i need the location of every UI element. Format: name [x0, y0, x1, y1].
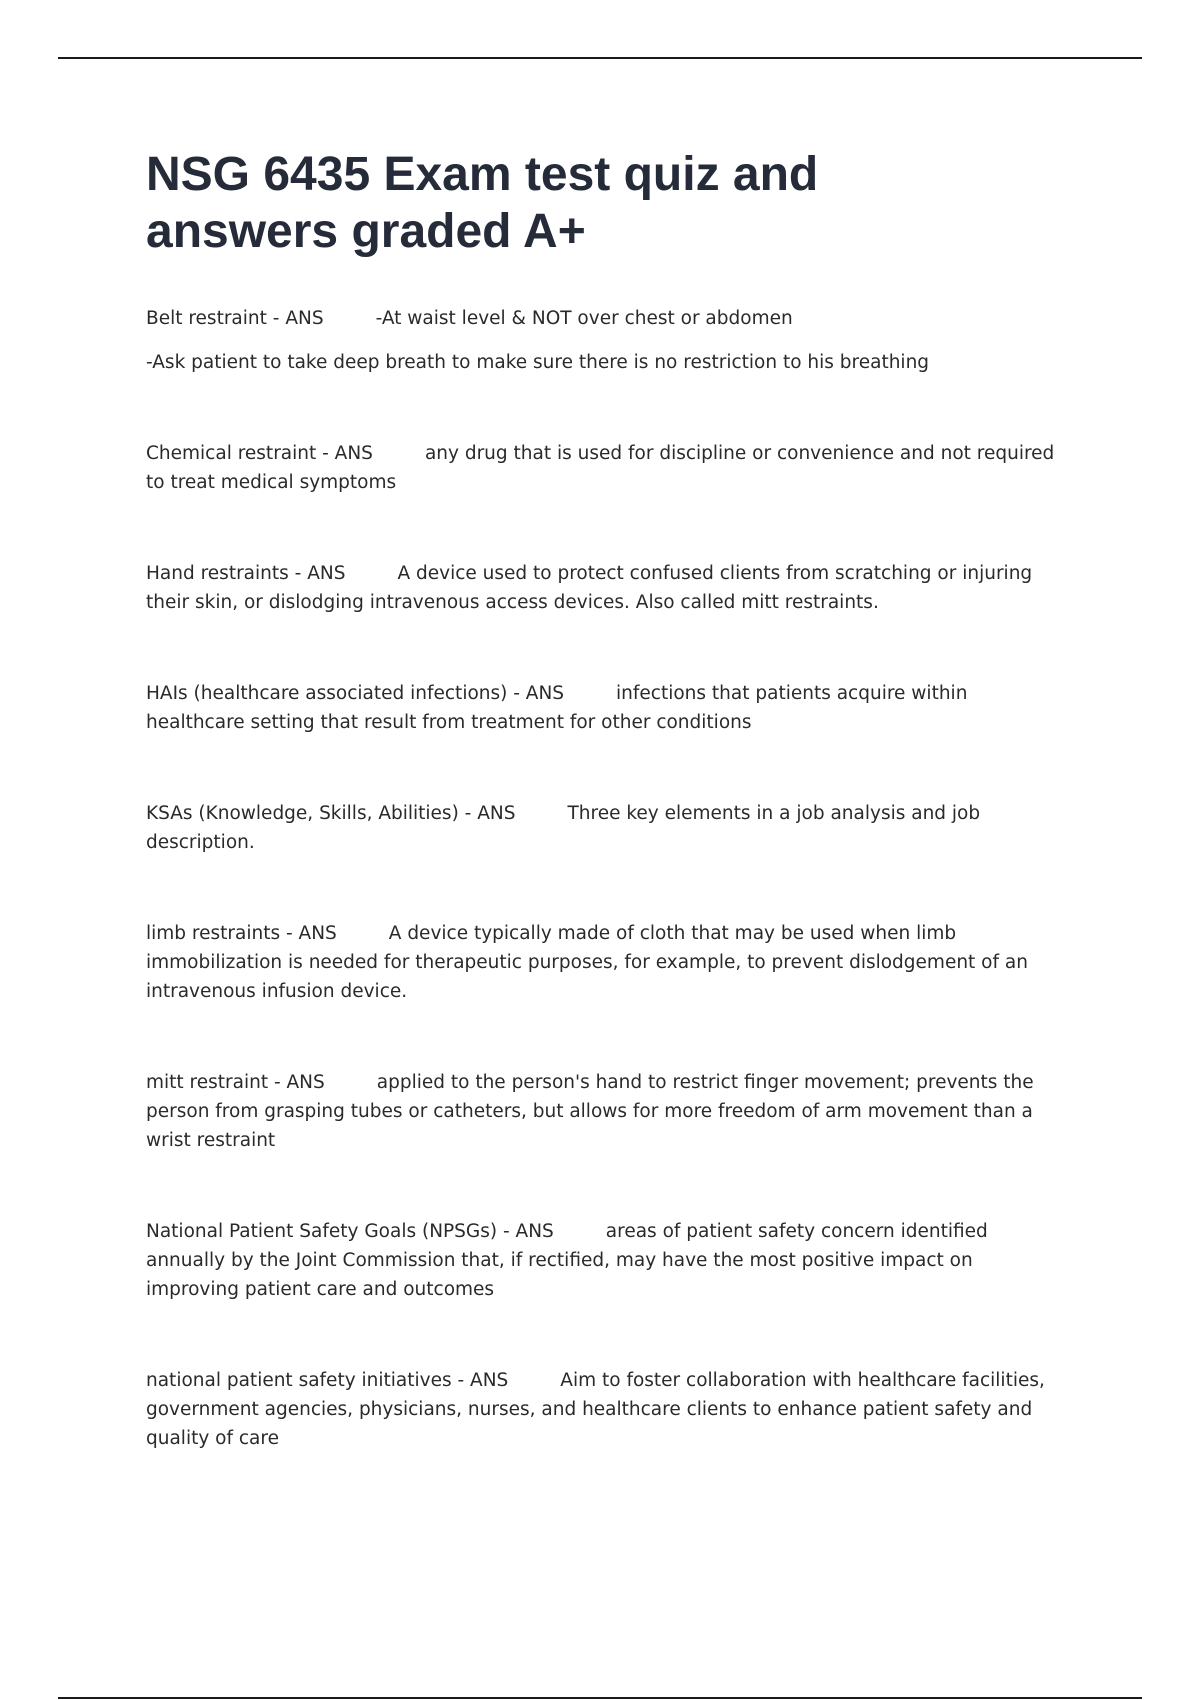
flashcard-entry	[146, 304, 1056, 377]
entry-definition: Three key elements in a job analysis and job description.	[146, 803, 981, 853]
entry-definition: any drug that is used for discipline or convenience and not required to treat medical symptoms	[146, 443, 1055, 493]
flashcard-list	[146, 304, 1056, 1515]
entry-term: KSAs (Knowledge, Skills, Abilities) - ANS	[146, 803, 516, 824]
entry-term: National Patient Safety Goals (NPSGs) - ANS	[146, 1221, 554, 1242]
flashcard-entry	[146, 439, 1056, 497]
entry-term: Chemical restraint - ANS	[146, 443, 373, 464]
entry-definition-continued: -Ask patient to take deep breath to make sure there is no restriction to his breathing	[146, 352, 930, 373]
entry-definition: areas of patient safety concern identified annually by the Joint Commission that, if rectified, may have the most positive impact on improving patient care and outcomes	[146, 1221, 988, 1300]
flashcard-entry	[146, 1366, 1056, 1453]
entry-definition: Aim to foster collaboration with healthcare facilities, government agencies, physicians, nurses, and healthcare clients to enhance patient safety and quality of care	[146, 1370, 1045, 1449]
entry-definition: A device typically made of cloth that may be used when limb immobilization is needed for therapeutic purposes, for example, to prevent dislodgement of an intravenous infusion device.	[146, 923, 1028, 1002]
entry-term: national patient safety initiatives - ANS	[146, 1370, 509, 1391]
flashcard-entry	[146, 1217, 1056, 1304]
entry-term: Hand restraints - ANS	[146, 563, 346, 584]
bottom-divider	[58, 1697, 1142, 1699]
flashcard-entry	[146, 679, 1056, 737]
entry-definition: infections that patients acquire within healthcare setting that result from treatment for other conditions	[146, 683, 968, 733]
flashcard-entry	[146, 1068, 1056, 1155]
entry-definition: applied to the person's hand to restrict finger movement; prevents the person from grasping tubes or catheters, but allows for more freedom of arm movement than a wrist restraint	[146, 1072, 1034, 1151]
entry-term: HAIs (healthcare associated infections) - ANS	[146, 683, 565, 704]
flashcard-entry	[146, 559, 1056, 617]
flashcard-entry	[146, 919, 1056, 1006]
entry-term: limb restraints - ANS	[146, 923, 337, 944]
entry-term: Belt restraint - ANS	[146, 308, 324, 329]
top-divider	[58, 57, 1142, 59]
entry-definition: -At waist level & NOT over chest or abdomen	[375, 308, 793, 329]
entry-term: mitt restraint - ANS	[146, 1072, 325, 1093]
entry-definition: A device used to protect confused clients from scratching or injuring their skin, or dislodging intravenous access devices. Also called mitt restraints.	[146, 563, 1033, 613]
document-title: NSG 6435 Exam test quiz and answers graded A+	[146, 148, 819, 258]
flashcard-entry	[146, 799, 1056, 857]
